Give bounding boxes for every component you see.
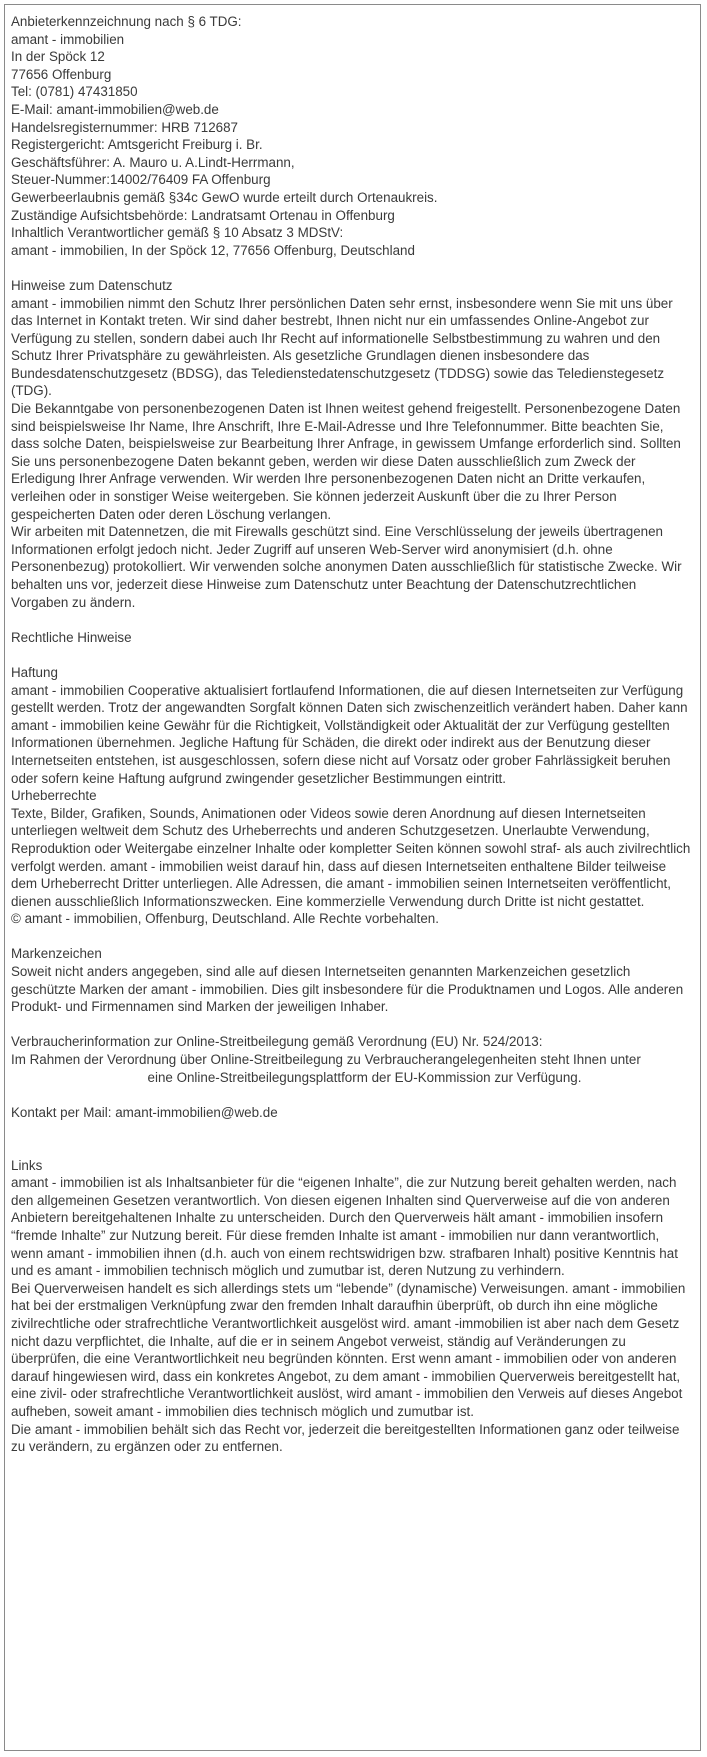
managing-directors: Geschäftsführer: A. Mauro u. A.Lindt-Herrmann,	[11, 154, 295, 170]
email: E-Mail: amant-immobilien@web.de	[11, 101, 219, 117]
responsible-person: amant - immobilien, In der Spöck 12, 77656 Offenburg, Deutschland	[11, 242, 415, 258]
spacer	[11, 259, 694, 277]
impressum-block	[11, 13, 694, 259]
supervisory-authority: Zuständige Aufsichtsbehörde: Landratsamt Ortenau in Offenburg	[11, 207, 395, 223]
trade-license: Gewerbeerlaubnis gemäß §34c GewO wurde erteilt durch Ortenaukreis.	[11, 189, 438, 205]
spacer	[11, 1121, 694, 1156]
links-paragraph: Bei Querverweisen handelt es sich allerdings stets um “lebende” (dynamische) Verweisungen. amant - immobilien hat bei der erstmaligen Verknüpfung zwar den fremden Inhalt daraufhin überprüft, ob durch ihn eine mögliche zivilrechtliche oder strafrechtliche Verantwortlichkeit ausgelöst wird. amant -immobilien ist aber nach dem Gesetz nicht dazu verpflichtet, die Inhalte, auf die er in seinem Angebot verweist, ständig auf Veränderungen zu überprüfen, die eine Verantwortlichkeit neu begründen könnten. Erst wenn amant - immobilien oder von anderen darauf hingewiesen wird, dass ein konkretes Angebot, zu dem amant - immobilien Querverweis bereitgestellt hat, eine zivil- oder strafrechtliche Verantwortlichkeit auslöst, wird amant - immobilien den Verweis auf dieses Angebot aufheben, soweit amant - immobilien dies technisch möglich und zumutbar ist.	[11, 1280, 686, 1419]
page-frame	[4, 4, 701, 1751]
responsible-person-label: Inhaltlich Verantwortlicher gemäß § 10 Absatz 3 MDStV:	[11, 225, 344, 241]
links-paragraph: Die amant - immobilien behält sich das Recht vor, jederzeit die bereitgestellten Informationen ganz oder teilweise zu verändern, zu ergänzen oder zu entfernen.	[11, 1421, 680, 1455]
register-number: Handelsregisternummer: HRB 712687	[11, 119, 239, 135]
consumer-info-line: Im Rahmen der Verordnung über Online-Streitbeilegung zu Verbraucherangelegenheiten steht Ihnen unter	[11, 1052, 641, 1068]
consumer-info-line-centered: eine Online-Streitbeilegungsplattform der EU-Kommission zur Verfügung.	[147, 1069, 582, 1085]
spacer	[11, 928, 694, 946]
liability-section	[11, 664, 694, 928]
copyright-heading: Urheberrechte	[11, 788, 97, 804]
spacer	[11, 1016, 694, 1034]
links-heading: Links	[11, 1157, 43, 1173]
consumer-info-section	[11, 1033, 694, 1086]
legal-content	[5, 5, 700, 1456]
spacer	[11, 646, 694, 664]
register-court: Registergericht: Amtsgericht Freiburg i. Br.	[11, 137, 263, 153]
company-name: amant - immobilien	[11, 31, 125, 47]
address-street: In der Spöck 12	[11, 49, 105, 65]
legal-notice-heading: Rechtliche Hinweise	[11, 629, 132, 645]
copyright-text: Texte, Bilder, Grafiken, Sounds, Animationen oder Videos sowie deren Anordnung auf diesen Internetseiten unterliegen weltweit dem Schutz des Urheberrechts und anderen Schutzgesetzen. Unerlaubte Verwendung, Reproduktion oder Weitergabe einzelner Inhalte oder kompletter Seiten können sowohl straf- als auch zivilrechtlich verfolgt werden. amant - immobilien weist darauf hin, dass auf diesen Internetseiten enthaltene Bilder teilweise dem Urheberrecht Dritter unterliegen. Alle Adressen, die amant - immobilien seinen Internetseiten veröffentlicht, dienen ausschließlich Informationszwecken. Eine kommerzielle Verwendung durch Dritte ist nicht gestattet.	[11, 805, 691, 909]
trademark-section	[11, 945, 694, 1015]
privacy-paragraph: amant - immobilien nimmt den Schutz Ihrer persönlichen Daten sehr ernst, insbesondere wenn Sie mit uns über das Internet in Kontakt treten. Wir sind daher bestrebt, Ihnen nicht nur ein umfassendes Online-Angebot zur Verfügung zu stellen, sondern dabei auch Ihr Recht auf informationelle Selbstbestimmung zu wahren und den Schutz Ihrer Privatsphäre zu gewährleisten. Als gesetzliche Grundlagen dienen insbesondere das Bundesdatenschutzgesetz (BDSG), das Teledienstedatenschutzgesetz (TDDSG) sowie das Teledienstegesetz (TDG).	[11, 295, 673, 399]
privacy-heading: Hinweise zum Datenschutz	[11, 277, 173, 293]
copyright-notice: © amant - immobilien, Offenburg, Deutschland. Alle Rechte vorbehalten.	[11, 911, 439, 927]
links-section	[11, 1157, 694, 1456]
spacer	[11, 611, 694, 629]
privacy-paragraph: Die Bekanntgabe von personenbezogenen Daten ist Ihnen weitest gehend freigestellt. Personenbezogene Daten sind beispielsweise Ihr Name, Ihre Anschrift, Ihre E-Mail-Adresse und Ihre Telefonnummer. Bitte beachten Sie, dass solche Daten, beispielsweise zur Bearbeitung Ihrer Anfrage, in gewissem Umfange erforderlich sind. Sollten Sie uns personenbezogene Daten bekannt geben, werden wir diese Daten ausschließlich zum Zweck der Erledigung Ihrer Anfrage verwenden. Wir werden Ihre personenbezogenen Daten nicht an Dritte verkaufen, verleihen oder in sonstiger Weise weitergeben. Sie können jederzeit Auskunft über die zu Ihrer Person gespeicherten Daten oder deren Löschung verlangen.	[11, 401, 681, 522]
impressum-title: Anbieterkennzeichnung nach § 6 TDG:	[11, 14, 242, 29]
privacy-paragraph: Wir arbeiten mit Datennetzen, die mit Firewalls geschützt sind. Eine Verschlüsselung der jeweils übertragenen Informationen erfolgt jedoch nicht. Jeder Zugriff auf unseren Web-Server wird anonymisiert (d.h. ohne Personenbezug) protokolliert. Wir verwenden solche anonymen Daten ausschließlich für statistische Zwecke. Wir behalten uns vor, jederzeit diese Hinweise zum Datenschutz unter Beachtung der Datenschutzrechtlichen Vorgaben zu ändern.	[11, 524, 682, 610]
trademark-text: Soweit nicht anders angegeben, sind alle auf diesen Internetseiten genannten Markenzeichen gesetzlich geschützte Marken der amant - immobilien. Dies gilt insbesondere für die Produktnamen und Logos. Alle anderen Produkt- und Firmennamen sind Marken der jeweiligen Inhaber.	[11, 964, 684, 1015]
tax-number: Steuer-Nummer:14002/76409 FA Offenburg	[11, 172, 271, 188]
phone: Tel: (0781) 47431850	[11, 84, 138, 100]
trademark-heading: Markenzeichen	[11, 946, 102, 962]
contact-mail: Kontakt per Mail: amant-immobilien@web.de	[11, 1104, 278, 1120]
consumer-info-heading: Verbraucherinformation zur Online-Streitbeilegung gemäß Verordnung (EU) Nr. 524/2013:	[11, 1034, 543, 1050]
liability-text: amant - immobilien Cooperative aktualisiert fortlaufend Informationen, die auf diesen Internetseiten zur Verfügung gestellt werden. Trotz der angewandten Sorgfalt können Daten sich zwischenzeitlich verändert haben. Daher kann amant - immobilien keine Gewähr für die Richtigkeit, Vollständigkeit oder Aktualität der zur Verfügung gestellten Informationen übernehmen. Jegliche Haftung für Schäden, die direkt oder indirekt aus der Benutzung dieser Internetseiten entstehen, ist ausgeschlossen, sofern diese nicht auf Vorsatz oder grober Fahrlässigkeit beruhen oder sofern keine Haftung aufgrund zwingender gesetzlicher Bestimmungen eintritt.	[11, 682, 688, 786]
address-city: 77656 Offenburg	[11, 66, 112, 82]
privacy-section	[11, 277, 694, 611]
liability-heading: Haftung	[11, 664, 58, 680]
spacer	[11, 1086, 694, 1104]
links-paragraph: amant - immobilien ist als Inhaltsanbieter für die “eigenen Inhalte”, die zur Nutzung bereit gehalten werden, nach den allgemeinen Gesetzen verantwortlich. Von diesen eigenen Inhalten sind Querverweise auf die von anderen Anbietern bereitgehaltenen Inhalte zu unterscheiden. Durch den Querverweis hält amant - immobilien insofern “fremde Inhalte” zur Nutzung bereit. Für diese fremden Inhalte ist amant - immobilien nur dann verantwortlich, wenn amant - immobilien ihnen (d.h. auch von einem rechtswidrigen bzw. strafbaren Inhalt) positive Kenntnis hat und es amant - immobilien technisch möglich und zumutbar ist, deren Nutzung zu verhindern.	[11, 1175, 678, 1279]
